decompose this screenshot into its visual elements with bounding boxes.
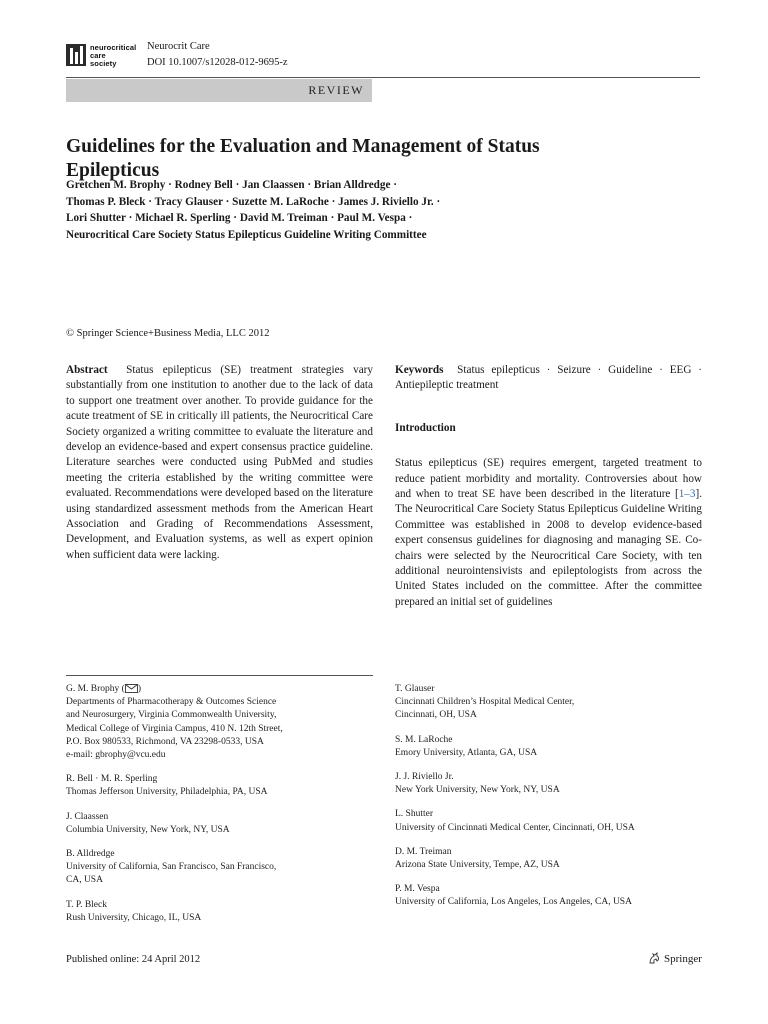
affiliation-name: R. Bell · M. R. Sperling	[66, 774, 158, 785]
footnote-rule	[66, 675, 373, 676]
affiliation	[395, 683, 705, 723]
article-title: Guidelines for the Evaluation and Management of Status Epilepticus	[66, 136, 540, 181]
society-logo	[66, 44, 146, 68]
author-line: Lori Shutter · Michael R. Sperling · David M. Treiman · Paul M. Vespa ·	[66, 212, 413, 224]
affiliation-name: D. M. Treiman	[395, 846, 452, 857]
affiliation-line: University of Cincinnati Medical Center, Cincinnati, OH, USA	[395, 822, 635, 833]
affiliations-right	[395, 683, 705, 921]
abstract	[66, 363, 373, 563]
introduction-heading: Introduction	[395, 421, 456, 434]
section-bar	[66, 79, 372, 102]
header-rule	[66, 77, 700, 78]
affiliation-name: L. Shutter	[395, 809, 433, 820]
affiliation	[395, 771, 705, 797]
affiliation-line: Cincinnati, OH, USA	[395, 710, 477, 721]
society-logo-icon	[66, 44, 86, 66]
springer-horse-icon	[648, 952, 661, 965]
keywords	[395, 363, 702, 394]
affiliation	[66, 811, 376, 837]
affiliation-name: J. Claassen	[66, 811, 109, 822]
citation-link[interactable]: 1–3	[678, 488, 696, 501]
email-link[interactable]: e-mail: gbrophy@vcu.edu	[66, 750, 166, 761]
affiliation-line: and Neurosurgery, Virginia Commonwealth University,	[66, 710, 277, 721]
affiliation-line: New York University, New York, NY, USA	[395, 785, 560, 796]
author-line: Neurocritical Care Society Status Epilepticus Guideline Writing Committee	[66, 228, 427, 241]
affiliation	[66, 899, 376, 925]
affiliation-name: B. Alldredge	[66, 849, 115, 860]
author-line: Gretchen M. Brophy · Rodney Bell · Jan Claassen · Brian Alldredge ·	[66, 179, 397, 191]
affiliation-name: S. M. LaRoche	[395, 734, 453, 745]
doi: DOI 10.1007/s12028-012-9695-z	[147, 57, 288, 68]
abstract-text: Status epilepticus (SE) treatment strategies vary substantially from one institution to another due to the lack of data to support one treatment over another. To provide guidance for the acute treatment of SE in critically ill patients, the Neurocritical Care Society organized a writing committee to evaluate the literature and develop an evidence-based and expert consensus practice guideline. Literature searches were conducted using PubMed and studies meeting the criteria established by the writing committee were evaluated. Recommendations were developed based on the literature using standardized assessment methods from the American Heart Association and Grading of Recommendations Assessment, Development, and Evaluation systems, as well as expert opinion when sufficient data were lacking.	[66, 364, 374, 561]
affiliation-line: Rush University, Chicago, IL, USA	[66, 912, 202, 923]
affiliation-name: J. J. Riviello Jr.	[395, 772, 454, 783]
affiliations-left	[66, 683, 376, 936]
envelope-icon[interactable]	[125, 684, 138, 693]
published-date: Published online: 24 April 2012	[66, 954, 201, 965]
keywords-text: Status epilepticus · Seizure · Guideline · EEG · Antiepileptic treatment	[395, 364, 702, 392]
affiliation	[66, 848, 376, 888]
author-line: Thomas P. Bleck · Tracy Glauser · Suzette M. LaRoche · James J. Riviello Jr. ·	[66, 195, 441, 208]
affiliation	[66, 773, 376, 799]
affiliation-line: Cincinnati Children’s Hospital Medical Center,	[395, 697, 575, 708]
affiliation	[395, 734, 705, 760]
affiliation	[395, 846, 705, 872]
affiliation-line: Medical College of Virginia Campus, 410 N. 12th Street,	[66, 723, 283, 734]
affiliation-name: T. P. Bleck	[66, 899, 107, 910]
affiliation-line: CA, USA	[66, 875, 103, 886]
affiliation-name: G. M. Brophy ( )	[66, 684, 142, 694]
affiliation-line: University of California, San Francisco, San Francisco,	[66, 862, 277, 873]
affiliation-line: Arizona State University, Tempe, AZ, USA	[395, 860, 560, 871]
affiliation-line: University of California, Los Angeles, Los Angeles, CA, USA	[395, 897, 632, 908]
copyright: © Springer Science+Business Media, LLC 2012	[66, 328, 270, 339]
journal-name: Neurocrit Care	[147, 41, 210, 52]
affiliation-name: P. M. Vespa	[395, 884, 440, 895]
right-column	[395, 363, 702, 610]
author-list	[66, 177, 696, 243]
affiliation-name: T. Glauser	[395, 684, 435, 694]
publisher-name: Springer	[664, 952, 702, 965]
society-logo-text: neurocritical care society	[90, 43, 137, 68]
abstract-label: Abstract	[66, 364, 108, 376]
publisher-logo	[648, 952, 702, 965]
affiliation	[66, 683, 376, 762]
affiliation-line: Columbia University, New York, NY, USA	[66, 824, 230, 835]
affiliation	[395, 883, 705, 909]
section-label: REVIEW	[308, 83, 364, 97]
affiliation-line: Departments of Pharmacotherapy & Outcomes Science	[66, 697, 277, 708]
affiliation	[395, 808, 705, 834]
keywords-label: Keywords	[395, 364, 444, 376]
affiliation-line: P.O. Box 980533, Richmond, VA 23298-0533, USA	[66, 736, 264, 747]
introduction-text: Status epilepticus (SE) requires emergent, targeted treatment to reduce patient morbidity and mortality. Controversies about how and when to treat SE have been described in the literature [1–3]. The Neurocritical Care Society Status Epilepticus Guideline Writing Committee was established in 2008 to develop evidence-based expert consensus guidelines for diagnosing and managing SE. Co-chairs were selected by the Neurocritical Care Society, with ten additional neurointensivists and epileptologists from across the United States included on the committee. After the committee prepared an initial set of guidelines	[395, 457, 702, 608]
affiliation-line: Thomas Jefferson University, Philadelphia, PA, USA	[66, 787, 268, 798]
affiliation-line: Emory University, Atlanta, GA, USA	[395, 747, 538, 758]
